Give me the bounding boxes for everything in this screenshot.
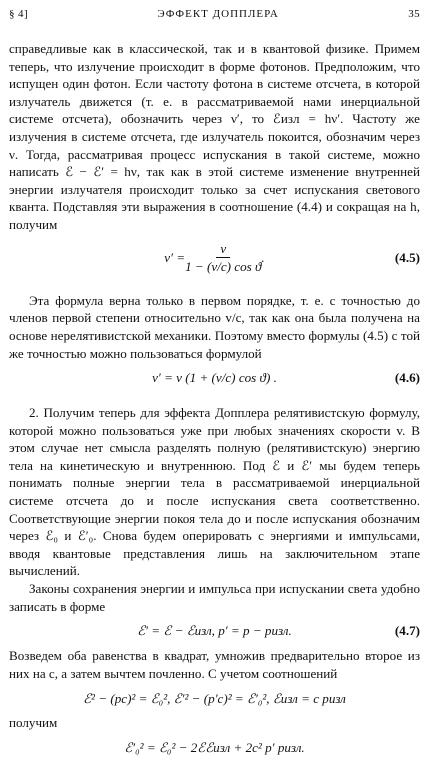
equation-4-7 bbox=[9, 621, 420, 641]
paragraph-6: получим bbox=[9, 715, 58, 731]
eq45-denominator: 1 − (v/c) cos ϑ bbox=[185, 259, 262, 275]
paragraph-1: справедливые как в классической, так и в квантовой физике. Примем теперь, что излучение происходит в форме фотонов. Предположим, что испущен один фотон. Если частоту фотона в системе отсчета, в которой излучатель движется (т. е. в рассматриваемой нами инерциальной системе отсчета), обозначить через ν′, то ℰизл = hν′. Частоту же излучения в системе отсчета, где излучатель покоится, обозначим через ν. Тогда, рассматривая процесс испускания в такой системе, можно написать ℰ − ℰ′ = hν, так как в этой системе изменение внутренней энергии излучателя происходит только за счет испускания светового кванта. Подставляя эти выражения в соотношение (4.4) и сокращая на h, получим bbox=[9, 41, 420, 232]
eq47-label: (4.7) bbox=[394, 623, 420, 639]
running-header bbox=[9, 6, 420, 26]
header-title: ЭФФЕКТ ДОППЛЕРА bbox=[157, 8, 279, 20]
eq47-body: ℰ′ = ℰ − ℰизл, p′ = p − pизл. bbox=[137, 623, 292, 639]
eq-final-body: ℰ′₀² = ℰ₀² − 2ℰℰизл + 2c² p′ pизл. bbox=[124, 740, 305, 756]
eq45-fraction bbox=[185, 240, 261, 276]
eq-relations-body: ℰ² − (pc)² = ℰ₀², ℰ′² − (p′c)² = ℰ′₀², ℰизл = c pизл bbox=[83, 690, 346, 706]
equation-relations bbox=[9, 688, 420, 708]
section-marker: § 4] bbox=[9, 8, 29, 20]
equation-4-5 bbox=[9, 240, 420, 276]
page-number: 35 bbox=[408, 8, 420, 20]
eq45-lhs: ν′ = bbox=[164, 249, 186, 265]
paragraph-5: Возведем оба равенства в квадрат, умножив предварительно второе из них на c, а затем вычтем почленно. С учетом соотношений bbox=[9, 648, 420, 681]
eq45-numerator: ν bbox=[216, 240, 230, 259]
eq46-body: ν′ = ν (1 + (v/c) cos ϑ) . bbox=[152, 370, 277, 386]
equation-4-6 bbox=[9, 368, 420, 388]
paragraph-2: Эта формула верна только в первом порядке, т. е. с точностью до членов первой степени относительно v/c, так как она была получена на основе нерелятивистской механики. Поэтому вместо формулы (4.5) с той же точностью можно пользоваться формулой bbox=[9, 292, 420, 361]
equation-final bbox=[9, 738, 420, 758]
paragraph-3: 2. Получим теперь для эффекта Допплера релятивистскую формулу, которой можно пользоваться уже при любых значениях скорости v. В этом случае нет смысла разделять полную (релятивистскую) энергию тела на кинетическую и внутреннюю. Под ℰ и ℰ′ мы будем теперь понимать полные энергии тела в рассматриваемой инерциальной системе отсчета до и после испускания света соответственно. Соответствующие энергии покоя тела до и после испускания обозначим через ℰ₀ и ℰ′₀. Снова будем оперировать с энергиями и импульсами, вводя квантовые представления лишь на заключительном этапе вычислений. bbox=[9, 405, 420, 579]
eq45-label: (4.5) bbox=[394, 249, 420, 265]
eq45-tail: . bbox=[261, 249, 265, 265]
paragraph-4: Законы сохранения энергии и импульса при испускании света удобно записать в форме bbox=[9, 581, 420, 614]
eq46-label: (4.6) bbox=[394, 370, 420, 386]
